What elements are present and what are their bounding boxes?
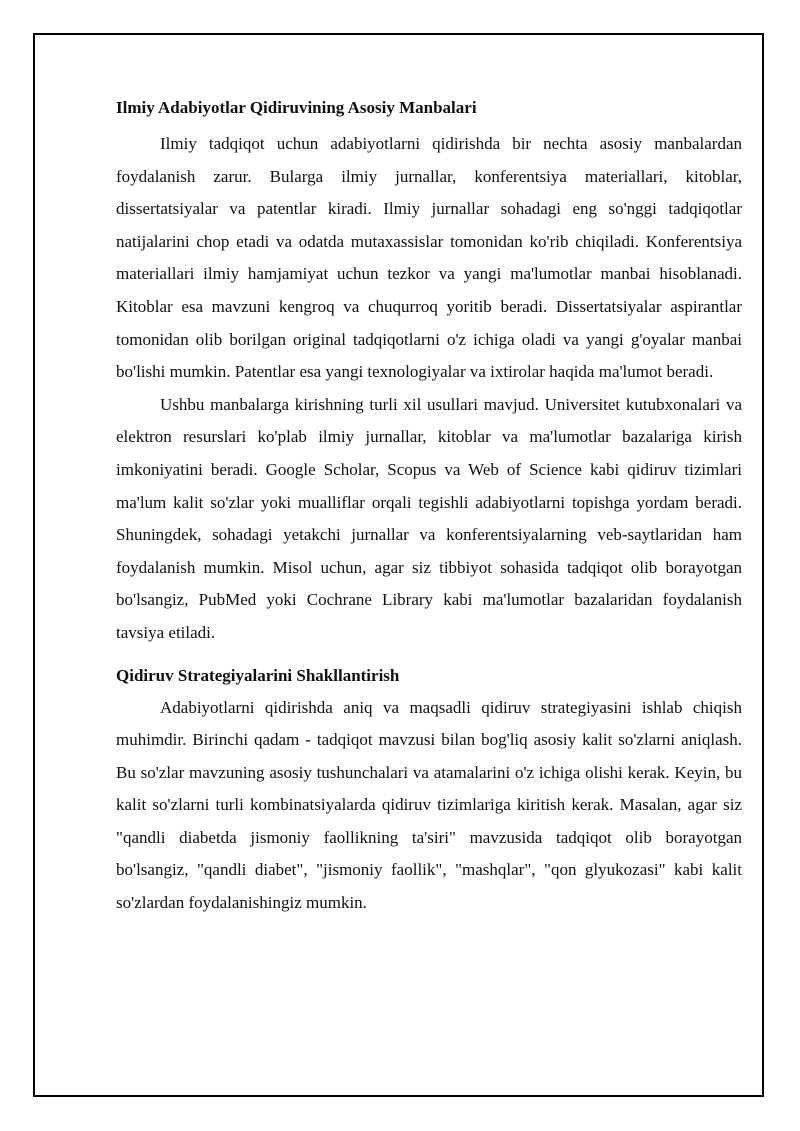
paragraph-sources-access: Ushbu manbalarga kirishning turli xil usullari mavjud. Universitet kutubxonalari va elektron resurslari ko'plab ilmiy jurnallar, kitoblar va ma'lumotlar bazalariga kirish imkoniyatini beradi. Google Scholar, Scopus va Web of Science kabi qidiruv tizimlari ma'lum kalit so'zlar yoki mualliflar orqali tegishli adabiyotlarni topishga yordam beradi. Shuningdek, sohadagi yetakchi jurnallar va konferentsiyalarning veb-saytlaridan ham foydalanish mumkin. Misol uchun, agar siz tibbiyot sohasida tadqiqot olib borayotgan bo'lsangiz, PubMed yoki Cochrane Library kabi ma'lumotlar bazalaridan foydalanish tavsiya etiladi. xyxy=(116,394,742,642)
paragraph-strategy: Adabiyotlarni qidirishda aniq va maqsadli qidiruv strategiyasini ishlab chiqish muhimdir. Birinchi qadam - tadqiqot mavzusi bilan bog'liq asosiy kalit so'zlarni aniqlash. Bu so'zlar mavzuning asosiy tushunchalari va atamalarini o'z ichiga olishi kerak. Keyin, bu kalit so'zlarni turli kombinatsiyalarda qidiruv tizimlariga kiritish kerak. Masalan, agar siz "qandli diabetda jismoniy faollikning ta'siri" mavzusida tadqiqot olib borayotgan bo'lsangiz, "qandli diabet", "jismoniy faollik", "mashqlar", "qon glyukozasi" kabi kalit so'zlardan foydalanishingiz mumkin. xyxy=(116,697,742,913)
document-body xyxy=(116,96,742,920)
section-heading-strategy: Qidiruv Strategiyalarini Shakllantirish xyxy=(116,665,400,685)
section-heading-sources: Ilmiy Adabiyotlar Qidiruvining Asosiy Manbalari xyxy=(116,98,477,117)
paragraph-sources-types: Ilmiy tadqiqot uchun adabiyotlarni qidirishda bir nechta asosiy manbalardan foydalanish zarur. Bularga ilmiy jurnallar, konferentsiya materiallari, kitoblar, dissertatsiyalar va patentlar kiradi. Ilmiy jurnallar sohadagi eng so'nggi tadqiqotlar natijalarini chop etadi va odatda mutaxassislar tomonidan ko'rib chiqiladi. Konferentsiya materiallari ilmiy hamjamiyat uchun tezkor va yangi ma'lumotlar manbai hisoblanadi. Kitoblar esa mavzuni kengroq va chuqurroq yoritib beradi. Dissertatsiyalar aspirantlar tomonidan olib borilgan original tadqiqotlarni o'z ichiga oladi va yangi g'oyalar manbai bo'lishi mumkin. Patentlar esa yangi texnologiyalar va ixtirolar haqida ma'lumot beradi. xyxy=(116,134,742,382)
